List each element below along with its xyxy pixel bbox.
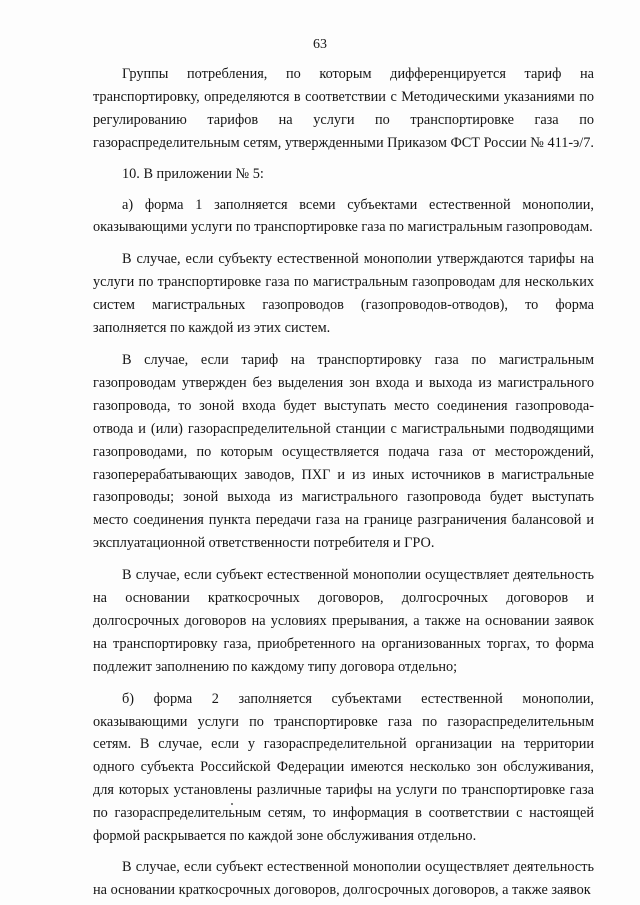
paragraph-form-2: б) форма 2 заполняется субъектами естественной монополии, оказывающими услуги по транспортировке газа по газораспределительным сетям. В случае, если у газораспределительной организации на территории одного субъекта Российской Федерации имеются несколько зон обслуживания, для которых установлены различные тарифы на услуги по транспортировке газа по газораспределительным сетям, то информация в соответствии с настоящей формой раскрывается по каждой зоне обслуживания отдельно. xyxy=(93,690,594,845)
page-number: 63 xyxy=(313,37,327,52)
paragraph-multiple-systems: В случае, если субъекту естественной монополии утверждаются тарифы на услуги по транспортировке газа по магистральным газопроводам для нескольких систем магистральных газопроводов (газопроводов-отводов), то форма заполняется по каждой из этих систем. xyxy=(93,251,594,337)
paragraph-contract-types: В случае, если субъект естественной монополии осуществляет деятельность на основании краткосрочных договоров, долгосрочных договоров и долгосрочных договоров на условиях прерывания, а также на основании заявок на транспортировку газа, приобретенного на организованных торгах, то форма подлежит заполнению по каждому типу договора отдельно; xyxy=(93,567,594,675)
paragraph-appendix-5: 10. В приложении № 5: xyxy=(122,165,264,182)
document-body xyxy=(93,63,594,902)
paragraph-consumption-groups: Группы потребления, по которым дифференцируется тариф на транспортировку, определяются в соответствии с Методическими указаниями по регулированию тарифов на услуги по транспортировке газа по газораспределительным сетям, утвержденными Приказом ФСТ России № 411-э/7. xyxy=(93,66,594,151)
scan-speck xyxy=(231,803,233,805)
paragraph-contract-types-continued: В случае, если субъект естественной монополии осуществляет деятельность на основании краткосрочных договоров, долгосрочных договоров, а также заявок xyxy=(93,859,594,898)
paragraph-entry-exit-zones: В случае, если тариф на транспортировку газа по магистральным газопроводам утвержден без выделения зон входа и выхода из магистрального газопровода, то зоной входа будет выступать место соединения газопровода-отвода и (или) газораспределительной станции с магистральными подводящими газопроводами, по которым осуществляется подача газа от месторождений, газоперерабатывающих заводов, ПХГ и из иных источников в магистральные газопроводы; зоной выхода из магистрального газопровода будет выступать место соединения пункта передачи газа на границе разграничения балансовой и эксплуатационной ответственности потребителя и ГРО. xyxy=(93,351,594,552)
paragraph-form-1: а) форма 1 заполняется всеми субъектами естественной монополии, оказывающими услуги по транспортировке газа по магистральным газопроводам. xyxy=(93,196,594,236)
